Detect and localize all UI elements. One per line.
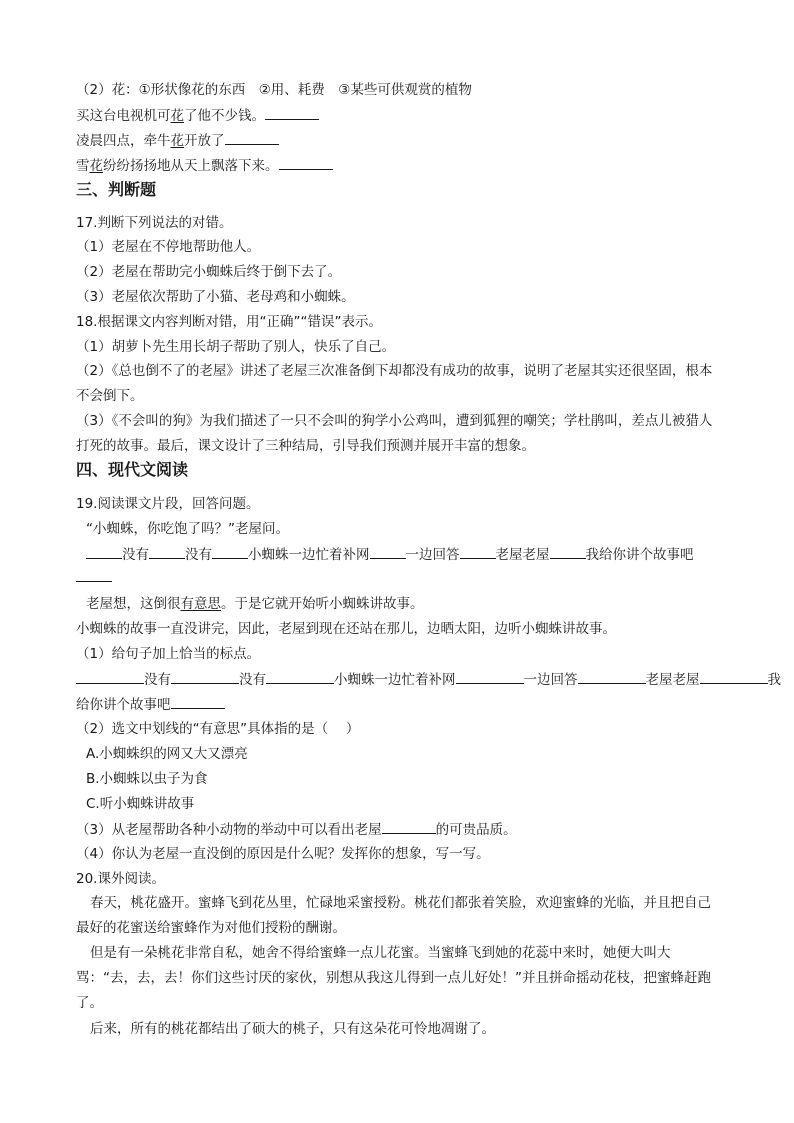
q18-item-2: （2）《总也倒不了的老屋》讲述了老屋三次准备倒下却都没有成功的故事，说明了老屋其实还很坚固，根本不会倒下。 — [76, 363, 713, 404]
underlined-phrase: 有意思 — [180, 596, 221, 612]
underlined-char: 花 — [170, 133, 184, 149]
q16-2-sentence-2: 凌晨四点，牵牛花开放了 — [76, 130, 721, 151]
q17-item-3: （3）老屋依次帮助了小猫、老母鸡和小蜘蛛。 — [76, 289, 355, 305]
reading-paragraph-1: 春天，桃花盛开。蜜蜂飞到花丛里，忙碌地采蜜授粉。桃花们都张着笑脸，欢迎蜜蜂的光临，并且把自己最好的花蜜送给蜜蜂作为对他们授粉的酬谢。 — [76, 895, 711, 936]
q19-sub-1-answer-line-2: 给你讲个故事吧 — [76, 694, 721, 715]
answer-blank[interactable] — [171, 669, 239, 684]
reading-paragraph-3: 后来，所有的桃花都结出了硕大的桃子，只有这朵花可怜地凋谢了。 — [90, 1021, 495, 1037]
answer-blank[interactable] — [265, 105, 319, 120]
answer-blank[interactable] — [76, 669, 144, 684]
answer-blank[interactable] — [279, 155, 333, 170]
answer-blank[interactable] — [456, 669, 524, 684]
underlined-char: 花 — [89, 158, 103, 174]
q17-item-1: （1）老屋在不停地帮助他人。 — [76, 239, 261, 255]
punctuation-blank[interactable] — [149, 544, 185, 559]
section-4-heading: 四、现代文阅读 — [76, 460, 189, 479]
q16-2-sentence-1: 买这台电视机可花了他不少钱。 — [76, 105, 721, 126]
section-3-heading: 三、判断题 — [76, 180, 157, 199]
q19-sub-1-answer-line: 没有 没有 小蜘蛛一边忙着补网 一边回答 老屋老屋 我 — [76, 669, 721, 690]
q19-sub-4: （4）你认为老屋一直没倒的原因是什么呢？发挥你的想象，写一写。 — [76, 846, 490, 862]
passage-paragraph-2: 老屋想，这倒很有意思。于是它就开始听小蜘蛛讲故事。 — [86, 596, 424, 612]
q16-2-intro: （2）花：①形状像花的东西 ②用、耗费 ③某些可供观赏的植物 — [76, 82, 472, 98]
q16-2-sentence-3: 雪花纷纷扬扬地从天上飘落下来。 — [76, 155, 721, 176]
answer-blank[interactable] — [171, 694, 225, 709]
passage-trailing-blank — [76, 567, 721, 588]
passage-paragraph-3: 小蜘蛛的故事一直没讲完，因此，老屋到现在还站在那儿，边晒太阳，边听小蜘蛛讲故事。 — [76, 621, 616, 637]
q19-sub-1: （1）给句子加上恰当的标点。 — [76, 646, 261, 662]
q19-sub-2: （2）选文中划线的“有意思”具体指的是（ ） — [76, 721, 360, 737]
option-a[interactable]: A.小蜘蛛织的网又大又漂亮 — [86, 746, 248, 762]
q17-item-2: （2）老屋在帮助完小蜘蛛后终于倒下去了。 — [76, 264, 342, 280]
punctuation-blank[interactable] — [370, 544, 406, 559]
punctuation-blank[interactable] — [76, 567, 112, 582]
answer-blank[interactable] — [225, 130, 279, 145]
option-c[interactable]: C.听小蜘蛛讲故事 — [86, 796, 195, 812]
passage-punctuation-line: 没有 没有 小蜘蛛一边忙着补网 一边回答 老屋老屋 我给你讲个故事吧 — [86, 544, 731, 565]
q19-sub-3: （3）从老屋帮助各种小动物的举动中可以看出老屋 的可贵品质。 — [76, 819, 721, 840]
punctuation-blank[interactable] — [212, 544, 248, 559]
passage-quote: “小蜘蛛，你吃饱了吗？”老屋问。 — [86, 521, 289, 537]
q20-stem: 20.课外阅读。 — [76, 871, 165, 887]
answer-blank[interactable] — [700, 669, 768, 684]
answer-blank[interactable] — [578, 669, 646, 684]
underlined-char: 花 — [170, 108, 184, 124]
punctuation-blank[interactable] — [460, 544, 496, 559]
q18-stem: 18.根据课文内容判断对错，用“正确”“错误”表示。 — [76, 314, 382, 330]
q17-stem: 17.判断下列说法的对错。 — [76, 215, 233, 231]
punctuation-blank[interactable] — [550, 544, 586, 559]
q18-item-3: （3）《不会叫的狗》为我们描述了一只不会叫的狗学小公鸡叫，遭到狐狸的嘲笑；学杜鹃叫，差点儿被猎人打死的故事。最后，课文设计了三种结局，引导我们预测并展开丰富的想象。 — [76, 413, 713, 454]
q19-stem: 19.阅读课文片段，回答问题。 — [76, 496, 260, 512]
punctuation-blank[interactable] — [86, 544, 122, 559]
answer-blank[interactable] — [382, 819, 436, 834]
answer-blank[interactable] — [266, 669, 334, 684]
reading-paragraph-2: 但是有一朵桃花非常自私，她舍不得给蜜蜂一点儿花蜜。当蜜蜂飞到她的花蕊中来时，她便大叫大骂：“去，去，去！你们这些讨厌的家伙，别想从我这儿得到一点儿好处！”并且拼命摇动花枝，把蜜蜂赶跑了。 — [76, 945, 711, 1011]
q18-item-1: （1）胡萝卜先生用长胡子帮助了别人，快乐了自己。 — [76, 339, 396, 355]
option-b[interactable]: B.小蜘蛛以虫子为食 — [86, 771, 208, 787]
